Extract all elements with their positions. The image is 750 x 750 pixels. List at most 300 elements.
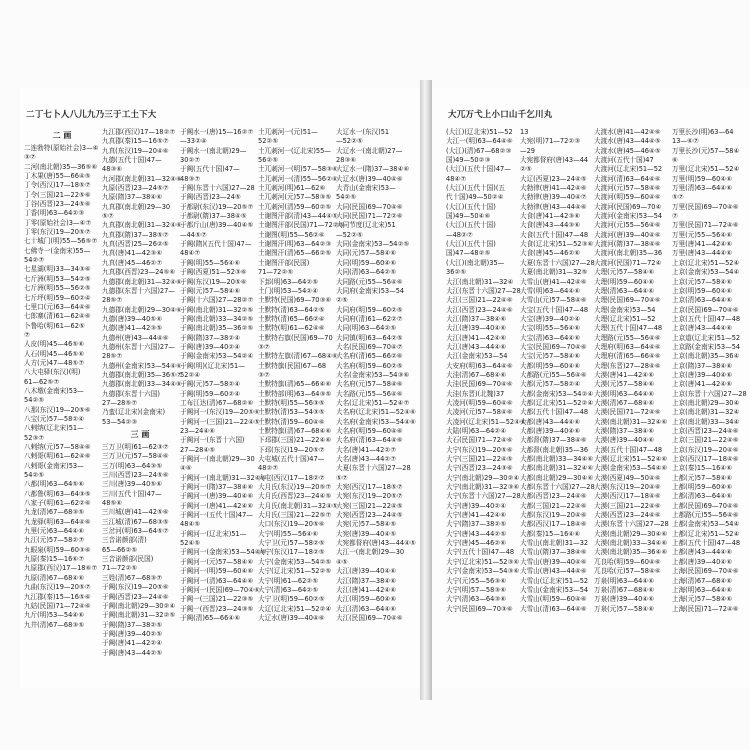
index-entry: 大江(清)63—64④⑥ (336, 604, 397, 613)
index-entry: 大雪山(隋)37—38④⑥ (520, 548, 587, 557)
index-entry: 上京路(金南宋)53—54 (672, 342, 741, 351)
index-entry: 56②⑤ (258, 156, 279, 165)
index-entry: 大都(南北朝)33—34④⑥ (520, 455, 594, 464)
index-entry: 九原(秦)15—16⑥⑦ (24, 555, 85, 564)
index-entry: 土兀刺河一(元)51— (258, 128, 318, 136)
index-entry: 大江(三国)21—22④⑥ (446, 296, 513, 305)
index-entry: 于阗(西夏)51—52③⑥ (180, 268, 247, 277)
index-entry: 九德郡(南北朝)33—34④⑥ (102, 380, 182, 389)
index-entry: 大渡河(元)57—58④⑥ (594, 184, 661, 193)
index-entry: 三万卫(元)57—58④⑥ (102, 452, 169, 461)
index-entry: 土默特(清)59—60④⑥ (258, 417, 325, 426)
index-entry: 丁令(西汉)17—18⑤⑦ (24, 181, 91, 190)
index-entry: 土兀刺河(清)59—60②⑤ (258, 202, 332, 211)
index-entry: 于阗河一(民国)69—70④⑥ (180, 585, 260, 594)
index-entry: 于阗河一(清)63—64④⑥ (180, 576, 254, 585)
index-entry: 上京(南北朝)35—36④ (672, 352, 740, 361)
index-entry: 大宁(清)63—64③⑥ (446, 595, 507, 604)
index-entry: 九河郡(南北朝)31—32④⑥ (102, 174, 182, 183)
index-entry: 大同路(元)55—56④⑥ (336, 277, 403, 286)
index-entry: 27—28⑤⑦ (102, 398, 138, 407)
index-entry: 大名(唐)41—42②⑦ (336, 445, 397, 454)
index-entry: 下邳郡(三国)21—22④⑥ (258, 436, 332, 445)
index-entry: 大宁(金南宋)53—54②⑤ (258, 557, 332, 566)
index-entry: 大都(三国)21—22④⑥ (520, 501, 587, 510)
index-entry: —33②④ (180, 137, 207, 146)
index-entry: 于阗(元)57—58②④ (180, 380, 241, 389)
index-entry: 大漠(唐)39—40④⑥ (594, 436, 655, 445)
left-column-1 (24, 128, 100, 688)
index-entry: 上京(南北朝)31—32④ (672, 408, 740, 417)
index-entry: 大食(五代十国)47—48 (520, 230, 589, 239)
index-entry: 三万卫(明)61—62③⑦ (102, 443, 169, 451)
index-entry: ⑤⑦ (102, 212, 114, 221)
index-entry: 于阗(隋)37—38②⑤ (102, 620, 163, 629)
index-entry: 九真(西晋)25—26②⑤ (102, 240, 169, 249)
index-entry: 大渡河(辽北宋)51—52 (594, 165, 663, 174)
index-entry: 大同府(金南宋)53—54 (336, 286, 405, 295)
index-entry: 于阗(西晋)23—24⑤ (180, 193, 241, 202)
index-entry: 大漠(元)57—58④⑥ (594, 380, 655, 389)
index-entry: 大名府(辽北宋)51—52④⑥ (336, 408, 416, 417)
index-entry: 大渡水(唐)43—44④⑤ (594, 137, 661, 146)
index-entry: 大理(元)57—58④⑥ (594, 268, 655, 277)
index-entry: ③⑦ (258, 342, 270, 351)
index-entry: 上京(明)59—60④⑥ (672, 286, 733, 295)
index-entry: 上京(金南宋)53—54④ (672, 268, 740, 277)
index-entry: 大同(清)63—64②⑤ (336, 268, 397, 277)
index-entry: 大理(清)63—64④⑥ (594, 286, 655, 295)
index-entry: 三川(西晋)23—24⑤⑥ (102, 471, 169, 480)
index-entry: 九真郡(南北朝)29—30 (102, 202, 171, 211)
index-entry: 国)49—50②③ (446, 156, 491, 165)
index-entry: 大同(明)63—64②⑤ (336, 324, 397, 333)
index-entry: 丁零(原始社会)3—④⑦ (24, 218, 92, 227)
index-entry: 大宛(西晋)23—24④⑤ (336, 511, 403, 520)
index-entry: 大漠(南北朝)33—34④⑥ (594, 539, 668, 548)
index-entry: 万泉(元)57—58④⑥ (594, 604, 655, 613)
index-entry: 大江(唐)41—42④⑥ (336, 585, 397, 594)
index-entry: (大江)(五代十国) (446, 240, 496, 249)
index-entry: 大夏(南北朝)31—32⑤ (520, 268, 588, 277)
index-entry: 九德(唐)39—40⑤⑥ (102, 314, 163, 323)
index-entry: 大渡河(民国)71—72④ (594, 258, 662, 267)
index-entry: 大宛(东汉)19—20⑤⑦ (336, 492, 403, 501)
index-entry: 大宁(三国)21—22④⑤ (446, 455, 513, 464)
index-entry: 上都(明)59—60④⑥ (672, 483, 733, 492)
index-entry: 土默特(清)63—64②⑤ (258, 305, 325, 314)
index-entry: 大漠(五代十国)47—48 (594, 445, 663, 454)
index-entry: 大渡河(金南宋)53—54 (594, 212, 663, 221)
index-entry: 大都(秦)15—16④⑥ (520, 529, 581, 538)
index-entry: 大同(民国)71—72②⑥ (336, 212, 403, 221)
index-entry: 九原(西晋)23—24⑤⑦ (102, 184, 169, 193)
index-entry: 于阗河一(南北朝)29—30 (180, 455, 255, 464)
index-entry: 土默特(民国)69—70③⑥ (258, 296, 332, 305)
index-entry: 万泉(明)63—64④⑥ (594, 576, 655, 585)
index-entry: 于阗(唐)41—42②④ (102, 639, 163, 648)
index-entry: 大口(东汉)19—20⑤⑥ (258, 520, 325, 529)
index-entry: 九德郡(东晋十六国) (102, 389, 160, 398)
index-entry: (大江)(五代十国) (446, 202, 496, 211)
index-entry: 大宛(明)71—72②③ (520, 137, 581, 146)
index-entry: 三江城(清)67—68③⑤ (102, 517, 169, 526)
index-entry: 上京(唐)43—44④⑥ (672, 324, 733, 333)
index-entry: 七斤洲(明)55—56②⑤ (24, 284, 91, 293)
index-entry: 八家子(明)61—62②⑥ (24, 499, 91, 508)
index-entry: 万里长沙(元)57—58④ (672, 146, 740, 155)
index-entry: 大名府(金南宋)53—54④⑥ (336, 417, 416, 426)
index-entry: 大都(辽北宋)51—52②④ (520, 398, 594, 407)
index-entry: 三川城(唐)41—42⑤⑥ (102, 508, 169, 517)
book-gutter (420, 80, 432, 700)
index-entry: 71—72②⑤ (102, 564, 138, 573)
index-entry: 于阗(明)55—56④⑥ (180, 258, 241, 267)
index-entry: 大勃律(唐)41—42④⑥ (520, 184, 587, 193)
index-entry: 大漠(南北朝)35—36④⑥ (594, 548, 668, 557)
index-entry: 大宛(唐)39—40④⑤ (336, 529, 397, 538)
index-entry: 九德郡(南北朝)29—30④⑥ (102, 305, 182, 314)
index-entry: 九真郡(秦)15—16⑤⑦ (102, 137, 169, 146)
index-entry: 大江(唐)39—40④⑥ (446, 324, 507, 333)
index-entry: 23—24④⑥ (180, 427, 216, 435)
index-entry: (大江)(五代十国)47— (446, 165, 511, 174)
index-entry: 人方(元)47—48⑤⑦ (24, 358, 85, 367)
index-entry: 土兀刺河(元)57—58③⑤ (258, 193, 332, 202)
index-entry: 上京(清)63—64④⑥ (672, 296, 733, 305)
index-entry: 大宁(明)55—56④⑥ (258, 529, 319, 538)
index-entry: 三川(五代十国)47— (102, 489, 162, 498)
index-entry: 13—⑥⑦ (672, 137, 699, 146)
index-entry: 大江(南北朝)31—32④ (446, 277, 514, 286)
index-entry: 大宁(唐)43—44②⑤ (446, 529, 507, 538)
index-entry: 丁零(东汉)19—20⑤⑦ (24, 228, 91, 237)
index-entry: 大渡河(五代十国)47 (594, 156, 654, 165)
index-entry: 七郎寨(清)61—62④⑥ (24, 312, 91, 321)
index-entry: 上京(南北朝)29—30④ (672, 398, 740, 407)
index-entry: 大屯城(五代十国)47— (258, 455, 325, 464)
index-entry: 大雪山(南北朝)31—32 (520, 539, 589, 548)
index-entry: 于阗一(三国)21—22③⑤ (180, 595, 254, 604)
index-entry: 大宝(清)63—64④⑥ (520, 333, 581, 342)
index-entry: ⑥ (672, 156, 678, 165)
index-entry: 大食(辽北宋)51—52③⑥ (520, 240, 594, 249)
index-entry: (大江)(南北朝)35— (446, 258, 505, 267)
index-entry: 土默特部(明)63—64③⑤ (258, 389, 332, 398)
index-entry: 大漠(西晋)23—24④⑥ (594, 511, 661, 520)
index-entry: 土默特旗(清)65—66④⑥ (258, 380, 332, 389)
index-entry: 丁香(明)63—64②③ (24, 209, 85, 218)
index-entry: 于阗(东汉)19—20⑤⑥ (102, 583, 169, 592)
index-entry: 大宁(辽北宋)51—52③⑥ (446, 557, 520, 566)
index-entry: 大渡河(元)55—56④⑥ (594, 221, 661, 230)
index-entry: 大月氏(东汉)19—20⑤⑦ (258, 483, 332, 492)
index-entry: 九德郡(东晋十六国)27— (102, 286, 175, 295)
index-entry: 万里(清)63—64④⑥ (672, 184, 733, 193)
index-entry: 于阗(东汉)19—20⑤⑥ (180, 277, 247, 286)
index-entry: 48④⑦ (180, 249, 201, 258)
index-entry: 大辽水一(南北朝)27— (336, 146, 403, 155)
index-entry: 七斤洲(明)53—54②⑤ (24, 274, 91, 283)
index-entry: 八大屯驿(东汉)(明) (24, 368, 81, 377)
index-entry: 九真(唐)45—46②⑦ (102, 258, 163, 267)
right-column-4 (672, 128, 750, 688)
index-entry: 土兀刺河一(清)55—56②⑥ (258, 174, 338, 183)
index-entry: 大宁(明)61—62②⑤ (258, 576, 319, 585)
index-entry: 大漠(西汉)17—18④⑥ (594, 492, 661, 501)
index-entry: 于阗(唐)39—40②④ (180, 342, 241, 351)
index-entry: 于阗(十六国)27—28②⑦ (180, 296, 254, 305)
index-entry: 大雪山(金南宋)53—54 (520, 585, 589, 594)
index-entry: 大都(西汉)17—18④⑥ (520, 520, 587, 529)
index-entry: 大勃律(唐)39—40④⑦ (520, 193, 587, 202)
index-entry: 大宝(元)57—58④⑥ (520, 352, 581, 361)
index-entry: 上京(秦)15—16④⑥ (672, 464, 733, 473)
index-entry: 九德州(唐)43—44④⑥ (102, 333, 169, 342)
index-entry: 48④⑤ (180, 520, 201, 529)
index-entry: 上京(隋)37—38④⑥ (672, 361, 733, 370)
index-entry: 七星湖(明)33—34③⑥ (24, 265, 91, 274)
index-entry: —52②⑤ (336, 137, 363, 146)
index-entry: 48③⑦ (180, 174, 201, 183)
index-entry: 大漠(民国)71—72④⑥ (594, 408, 661, 417)
index-entry: 大宁(辽北宋)51—52②⑤ (258, 567, 332, 576)
index-entry: 大理(东晋)27—28④⑥ (594, 361, 661, 370)
index-entry: ②⑤ (520, 165, 532, 174)
index-entry: 大辽水一(东汉)51 (336, 128, 390, 136)
index-entry: 大都(金南宋)53—54②④ (520, 389, 594, 398)
index-entry: 于阗(南北朝)35—36②⑤ (180, 324, 254, 333)
index-entry: 土默特(明)61—62④⑥ (258, 324, 325, 333)
index-entry: 上海(民国)71—72④⑥ (672, 604, 739, 613)
index-entry: 大江一(南北朝)29—30 (336, 548, 405, 557)
index-entry: 上京(五代十国)47—48 (672, 314, 741, 323)
index-entry: 于阗(五代十国)47— (180, 165, 240, 174)
index-entry: 大名府(明)59—60④⑥ (336, 427, 403, 435)
index-entry: 土兀刺河(明)61—62⑥ (258, 184, 326, 193)
index-entry: 万里(元)55—56④⑥ (672, 230, 733, 239)
index-entry: 上京(三国)21—22④⑥ (672, 436, 739, 445)
index-entry: 大江(唐)39—40④⑥ (336, 567, 397, 576)
index-entry: 土谢图汗(明)63—64②③ (258, 240, 332, 249)
index-entry: 大名(辽北宋)51—52④⑦ (336, 398, 410, 407)
index-entry: 万里长沙(明)63—64 (672, 128, 734, 136)
index-entry: 大宝(明)55—56④⑥ (520, 324, 581, 333)
index-entry: 28⑤⑦ (102, 296, 123, 305)
index-entry: 大渡水(唐)45—46④⑤ (594, 146, 661, 155)
index-entry: 48②⑦ (258, 464, 279, 473)
index-entry: 上海(明)63—64④⑥ (672, 585, 733, 594)
index-entry: 于阗(南北朝)31—32②⑤ (180, 305, 254, 314)
index-entry: 大渡河(明)59—60④⑥ (594, 193, 661, 202)
index-entry: 52②④ (180, 370, 201, 379)
index-entry: 九井(清)67—68③⑤ (24, 620, 85, 629)
index-entry: 乃蛮(辽北宋)(金南宋) (102, 408, 166, 417)
index-entry: 土默特旗(清)67—68④⑥ (258, 427, 332, 435)
index-entry: 52④⑤ (180, 539, 201, 548)
index-entry: 土门(明)53—54②④ (258, 286, 319, 295)
index-entry: 大理(辽北宋)51—52 (594, 314, 656, 323)
index-entry: 大理(明)59—60④⑥ (594, 277, 655, 286)
index-entry: 土谢图(明)55—56②⑥ (258, 230, 325, 239)
index-entry: 九德(五代十国)47— (102, 156, 162, 165)
index-entry: 大凌河(元)57—58④⑥ (446, 408, 513, 417)
index-entry: 大漠(隋)37—38④⑥ (594, 427, 655, 435)
index-entry: 大都(南北朝)31—32④⑥ (520, 464, 594, 473)
index-entry: 大辽水(唐)39—40④⑥ (258, 613, 325, 622)
index-entry: 大江(唐)41—42④⑥ (446, 333, 507, 342)
index-entry: 上京道(辽北宋)51—52 (672, 333, 741, 342)
index-entry: 大宁(五代十国)47—48 (446, 548, 515, 557)
index-entry: 大名(唐)43—44②⑦ (336, 455, 397, 464)
index-entry: 七佛寺一(金南宋)55— (24, 246, 91, 255)
index-entry: 于阗河一(元)57—58④⑥ (180, 557, 254, 566)
index-entry: 大宁(东汉)19—20⑤⑥ (446, 445, 513, 454)
index-entry: 大渡河(隋)37—38④⑥ (594, 240, 661, 249)
right-column-3 (594, 128, 670, 688)
index-entry: 于阗河一(东汉)19—20⑤⑥ (180, 408, 260, 417)
index-entry: 36②⑤ (446, 268, 467, 277)
index-entry: 上京(唐)41—42④⑥ (672, 380, 733, 389)
index-entry: 上都(元)57—58④⑥ (672, 473, 733, 482)
index-entry: 大雪山(明)59—60④⑥ (520, 595, 587, 604)
index-entry: 九曲(东汉)19—20⑤⑦ (24, 583, 91, 592)
left-column-5 (336, 128, 416, 688)
index-entry: 三万(明)63—64③⑤ (102, 461, 163, 470)
index-entry: 土谢图汗部(民国) (258, 258, 310, 267)
index-entry: 大宁(西晋)23—24③⑥ (446, 464, 513, 473)
index-entry: 大宁(南北朝)31—32③⑥ (446, 483, 520, 492)
index-entry: 大宁(金南宋)53—54③⑥ (446, 567, 520, 576)
index-entry: 万里(民国)71—72④⑥ (672, 221, 739, 230)
index-entry: 于阗河一(唐)41—42④⑥ (180, 501, 254, 510)
index-entry: 七十城门(明)55—56⑤⑦ (24, 237, 98, 246)
index-entry: 万里(民国)69—70④⑥ (672, 202, 739, 211)
index-entry: 大都督(南北朝)35—36 (520, 445, 589, 454)
index-entry: 于阗河一(隋)37—38④⑥ (180, 483, 254, 492)
index-entry: ④⑤ (336, 557, 348, 566)
index-entry: 大江(金南宋)53—54 (446, 352, 508, 361)
index-entry: 大宛(元)57—58④⑤ (336, 520, 397, 529)
index-entry: 代十国)49—50②④ (446, 193, 504, 202)
index-entry: 13 (520, 128, 529, 136)
index-entry: 上都(清)63—64④⑥ (672, 492, 733, 501)
index-entry: 大江(东晋十六国)27—28 (446, 286, 521, 295)
index-entry: 于都尉(东汉)19—20⑤⑦ (180, 202, 254, 211)
index-entry: 大宝(民国)69—70④⑥ (520, 342, 587, 351)
index-entry: 于阗(清)65—66④⑥ (180, 613, 241, 622)
index-entry: 八都鲁(明)63—64③⑤ (24, 489, 91, 498)
index-entry: —48②⑦ (446, 230, 473, 239)
index-entry: 大漠(唐)41—42④⑥ (594, 370, 655, 379)
index-entry: 大都(西晋)23—24④⑥ (520, 492, 587, 501)
index-entry: 七里口(元)63—64④⑥ (24, 302, 91, 311)
index-entry: 大同(民国)69—70④⑥ (336, 202, 403, 211)
index-entry: 大理(金南宋)53—54 (594, 305, 656, 314)
index-entry: 大宁卫(元)57—58②⑤ (258, 539, 325, 548)
left-page (20, 88, 420, 688)
index-entry: 兀良哈(明)59—60④⑥ (594, 557, 661, 566)
index-entry: 丁谷(西晋)23—24⑤⑥ (24, 200, 91, 209)
index-entry: 三音诺颜部(清) (102, 536, 147, 545)
right-page (432, 88, 750, 688)
index-entry: 大食(唐)45—46②⑥ (520, 249, 581, 258)
index-entry: 于阗(隋)37—38②④ (180, 333, 241, 342)
index-entry: 大宁(隋)37—38②⑤ (446, 520, 507, 529)
index-entry: 大江(隋)37—38④⑥ (336, 576, 397, 585)
index-entry: 万里(明)59—60④⑥ (672, 174, 733, 183)
index-entry: ⑦ (24, 330, 30, 339)
index-entry: 上京(辽北宋)51—52④ (672, 258, 740, 267)
index-entry: 大雪山(辽北宋)51—52 (520, 576, 589, 585)
index-entry: 大名(金南宋)53—54③⑥ (336, 370, 410, 379)
index-entry: 上都(五代十国)47—48 (672, 539, 741, 548)
index-entry: 大渡河(南北朝)35—36 (594, 249, 663, 258)
index-entry: 于都尉(隋)37—38④⑤ (180, 212, 247, 221)
index-entry: 万里(唐)41—42④⑥ (672, 240, 733, 249)
index-entry: (大江)(清)67—68②③ (446, 146, 512, 155)
index-entry: 大雪山(清)63—64④⑥ (520, 604, 587, 613)
index-entry: 大食(唐)43—44③⑥ (520, 221, 581, 230)
index-entry: 54②⑦ (24, 256, 45, 265)
index-entry: 土谢图汗(清)65—66②⑤ (258, 249, 332, 258)
index-entry: 上都(金南宋)53—54④ (672, 520, 740, 529)
index-entry: 于阗(唐)43—44②⑤ (102, 648, 163, 657)
section-heading: 三 画 (130, 430, 150, 439)
index-entry: 大漠(南北朝)29—30④⑥ (594, 529, 668, 538)
index-entry: 大江一(明)63—64④⑥ (446, 137, 513, 146)
index-entry: 上都(民国)69—70④⑥ (672, 501, 739, 510)
index-entry: 大名府(清)65—66②⑥ (336, 352, 403, 361)
index-entry: 大漠(辽北宋)51—52④⑥ (594, 455, 668, 464)
index-entry: 万泉(清)67—68④⑥ (594, 585, 655, 594)
index-entry: 上都(唐)39—40④⑥ (672, 557, 733, 566)
index-entry: 于阗河一(明)59—60④⑥ (180, 567, 254, 576)
index-entry: 于都斤山(唐)39—40④⑤ (180, 221, 254, 230)
index-entry: 七斤坪(明)59—60②④ (24, 293, 91, 302)
index-entry: 上京(唐)39—40④⑥ (672, 370, 733, 379)
index-entry: 三川(唐)39—40⑤⑥ (102, 480, 163, 489)
index-entry: 大漠(清)67—68④⑥ (594, 398, 655, 407)
index-entry: 大漠(东晋十六国)27—28 (594, 520, 669, 529)
index-entry: 大同镇(明)63—64②⑤ (336, 333, 403, 342)
index-entry: 大宁(唐)45—46②⑥ (446, 539, 507, 548)
index-entry: 上海(清)67—68④⑥ (672, 576, 733, 585)
section-heading: 二 画 (52, 131, 72, 140)
index-entry: 52②⑤ (258, 137, 279, 146)
index-entry: 于阗(南北朝)31—32②⑤ (102, 611, 176, 620)
index-entry: 上京(东汉)19—20④⑥ (672, 445, 739, 454)
index-entry: 大月氏(西晋)23—24④⑤ (258, 492, 332, 501)
index-entry: 大宛(三国)21—22④⑤ (336, 501, 403, 510)
index-entry: 大漠(金南宋)53—54④⑥ (594, 464, 668, 473)
index-entry: 大食(唐)41—42③⑥ (520, 212, 581, 221)
index-entry: 土谢图汗部(民国)71—72②⑤ (258, 221, 345, 230)
index-entry: 于阗(明)59—60②④ (180, 389, 241, 398)
index-entry: 九龙(清)67—68③⑤ (24, 508, 85, 517)
index-entry: 大都路(元)55—56④⑥ (520, 370, 587, 379)
index-entry: 于阗(元)57—58④⑥ (180, 286, 241, 295)
index-entry: 万里(唐)43—44④⑥ (672, 249, 733, 258)
index-entry: 大都(东汉)19—20④⑥ (520, 511, 587, 520)
index-entry: 大宁(民国)69—70③⑥ (446, 604, 513, 613)
index-entry: 九真郡(西晋)23—24⑤⑥ (102, 268, 176, 277)
index-entry: 土默特右旗(民国)69—70 (258, 333, 333, 342)
right-columns (432, 128, 750, 688)
index-entry: 八剌纳(元)57—58④⑥ (24, 443, 91, 451)
index-entry: 52③⑦ (24, 433, 45, 442)
index-entry: 大都(元)57—58②④ (520, 380, 581, 389)
